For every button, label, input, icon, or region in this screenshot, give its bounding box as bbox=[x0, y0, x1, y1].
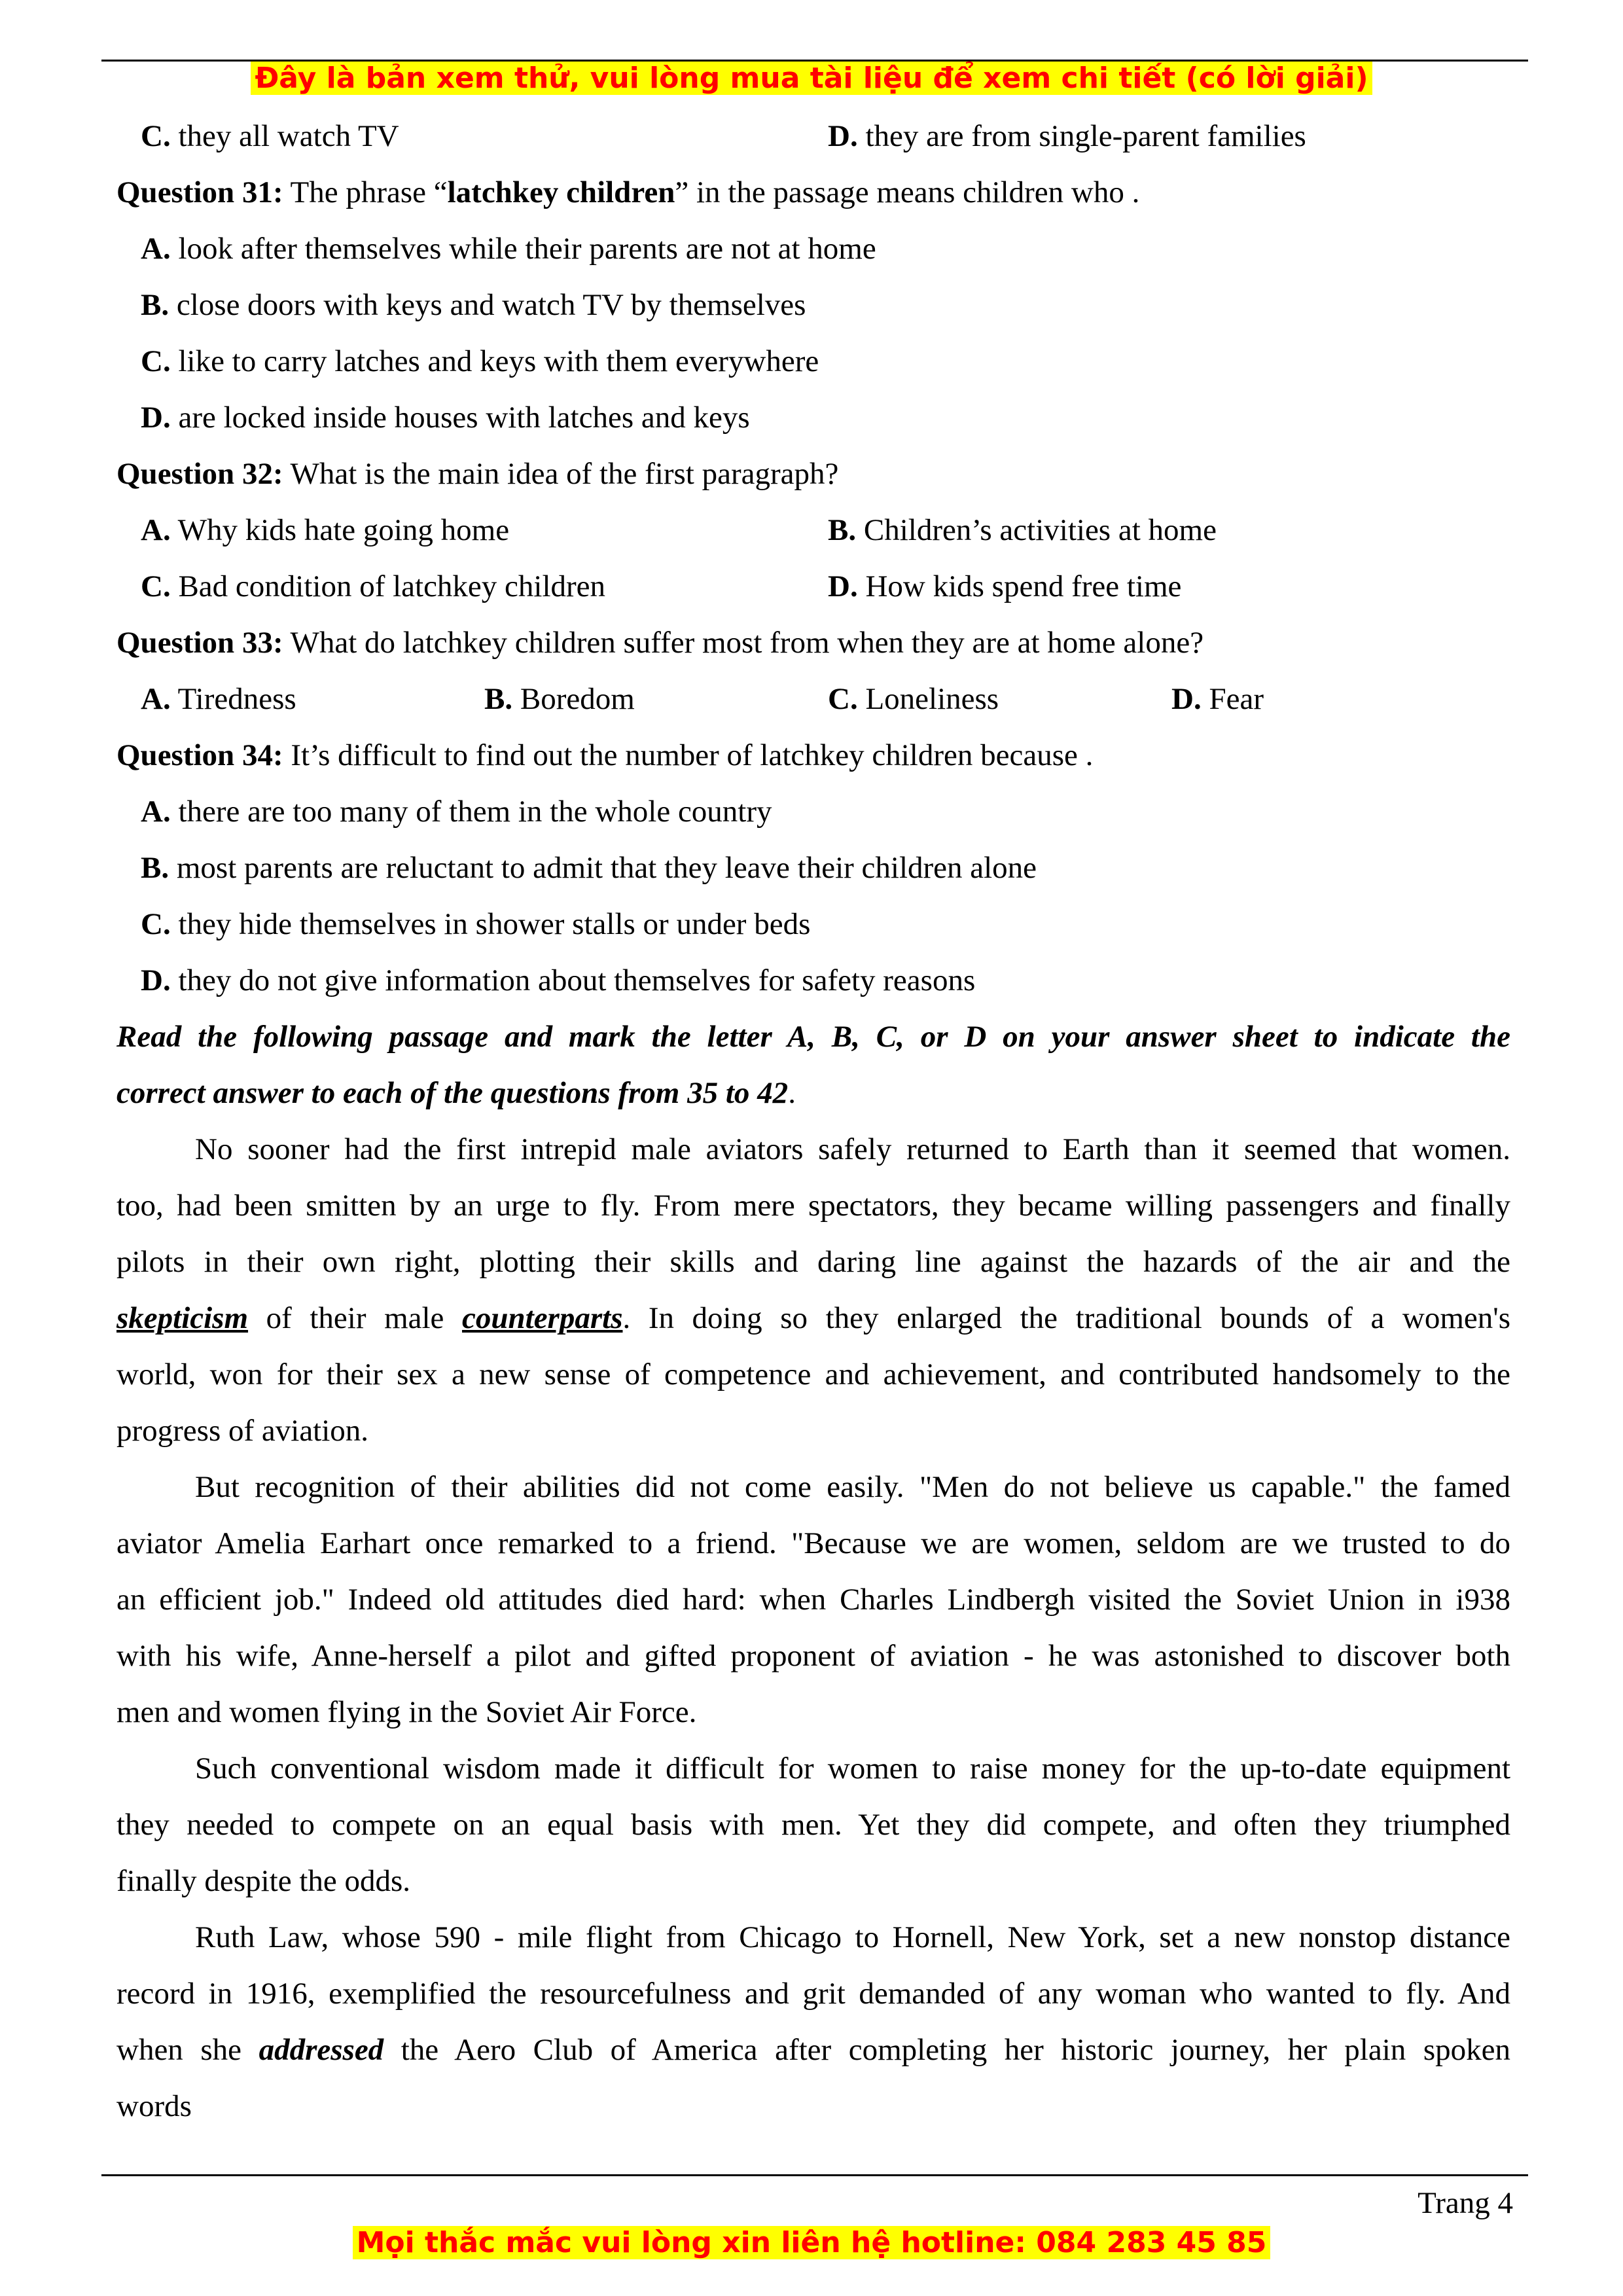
option-letter: B. bbox=[484, 682, 513, 716]
option-text: they do not give information about themselves for safety reasons bbox=[170, 963, 976, 997]
passage-p1-line-6: progress of aviation. bbox=[116, 1414, 369, 1448]
vocab-skepticism: skepticism bbox=[116, 1301, 249, 1335]
q32-stem bbox=[116, 454, 838, 493]
bottom-rule bbox=[101, 2174, 1528, 2176]
passage-p2-line-1: But recognition of their abilities did not come easily. "Men do not believe us capable." the famed bbox=[195, 1470, 1510, 1504]
option-letter: A. bbox=[141, 232, 171, 266]
passage-p1-line-2: too, had been smitten by an urge to fly. From mere spectators, they became willing passengers and finally bbox=[116, 1189, 1510, 1223]
q33-option-b bbox=[484, 679, 635, 719]
option-letter: B. bbox=[141, 288, 169, 322]
option-text: they hide themselves in shower stalls or under beds bbox=[170, 907, 811, 941]
q34-option-a bbox=[141, 792, 772, 831]
option-text: like to carry latches and keys with them everywhere bbox=[170, 344, 819, 378]
q33-stem bbox=[116, 623, 1204, 662]
option-text: How kids spend free time bbox=[857, 569, 1182, 603]
header-banner bbox=[0, 59, 1623, 98]
stem-text: It’s difficult to find out the number of latchkey children because . bbox=[283, 738, 1094, 772]
q31-option-a bbox=[141, 229, 876, 268]
question-label: Question 33: bbox=[116, 626, 283, 660]
q33-option-c bbox=[828, 679, 999, 719]
stem-text: What do latchkey children suffer most from when they are at home alone? bbox=[283, 626, 1204, 660]
question-label: Question 31: bbox=[116, 175, 283, 209]
q34-option-d bbox=[141, 961, 975, 1000]
option-letter: D. bbox=[141, 401, 171, 435]
footer-banner bbox=[0, 2223, 1623, 2263]
option-letter: D. bbox=[1171, 682, 1202, 716]
option-letter: B. bbox=[828, 513, 857, 547]
option-text: Bad condition of latchkey children bbox=[170, 569, 606, 603]
q34-option-c bbox=[141, 905, 810, 944]
q31-option-d bbox=[141, 398, 750, 437]
option-text: they are from single-parent families bbox=[857, 119, 1306, 153]
header-banner-text: Đây là bản xem thử, vui lòng mua tài liệu để xem chi tiết (có lời giải) bbox=[251, 62, 1372, 95]
question-label: Question 34: bbox=[116, 738, 283, 772]
option-letter: A. bbox=[141, 682, 171, 716]
passage-p4-line-2: record in 1916, exemplified the resourcefulness and grit demanded of any woman who wanted to fly. And bbox=[116, 1977, 1510, 2011]
option-letter: D. bbox=[828, 119, 858, 153]
page-number: Trang 4 bbox=[1418, 2186, 1513, 2220]
q34-stem bbox=[116, 736, 1093, 775]
option-letter: A. bbox=[141, 795, 171, 829]
vocab-addressed: addressed bbox=[259, 2033, 384, 2067]
option-text: Children’s activities at home bbox=[856, 513, 1217, 547]
stem-text: ” in the passage means children who . bbox=[675, 175, 1140, 209]
q33-option-d bbox=[1171, 679, 1264, 719]
q32-option-d bbox=[828, 567, 1181, 606]
option-text: are locked inside houses with latches and keys bbox=[170, 401, 750, 435]
option-letter: C. bbox=[141, 569, 171, 603]
option-text: most parents are reluctant to admit that they leave their children alone bbox=[169, 851, 1037, 885]
option-letter: B. bbox=[141, 851, 169, 885]
q32-option-c bbox=[141, 567, 605, 606]
q33-option-a bbox=[141, 679, 296, 719]
q32-option-a bbox=[141, 511, 509, 550]
passage-p2-line-2: aviator Amelia Earhart once remarked to a friend. "Because we are women, seldom are we trusted to do bbox=[116, 1526, 1510, 1560]
option-text: Loneliness bbox=[857, 682, 999, 716]
option-text: close doors with keys and watch TV by themselves bbox=[169, 288, 806, 322]
option-letter: D. bbox=[141, 963, 171, 997]
passage-text: of their male bbox=[248, 1301, 462, 1335]
option-letter: C. bbox=[828, 682, 858, 716]
option-text: Boredom bbox=[512, 682, 635, 716]
footer-banner-text: Mọi thắc mắc vui lòng xin liên hệ hotline: 084 283 45 85 bbox=[353, 2226, 1271, 2259]
passage-p2-line-4: with his wife, Anne-herself a pilot and gifted proponent of aviation - he was astonished to discover both bbox=[116, 1639, 1510, 1673]
option-letter: C. bbox=[141, 119, 171, 153]
passage-p3-line-2: they needed to compete on an equal basis with men. Yet they did compete, and often they triumphed bbox=[116, 1808, 1510, 1842]
passage-p1-line-3: pilots in their own right, plotting their skills and daring line against the hazards of the air and the bbox=[116, 1245, 1510, 1279]
q32-option-b bbox=[828, 511, 1217, 550]
option-text: Fear bbox=[1201, 682, 1264, 716]
q31-option-b bbox=[141, 285, 806, 325]
passage-p1-line-5: world, won for their sex a new sense of competence and achievement, and contributed handsomely to the bbox=[116, 1357, 1510, 1391]
option-letter: C. bbox=[141, 907, 171, 941]
passage-p2-line-5: men and women flying in the Soviet Air Force. bbox=[116, 1695, 697, 1729]
passage-p1-line-4 bbox=[116, 1299, 1510, 1338]
option-text: Tiredness bbox=[170, 682, 296, 716]
passage-p4-line-1: Ruth Law, whose 590 - mile flight from Chicago to Hornell, New York, set a new nonstop distance bbox=[195, 1920, 1510, 1954]
passage-text: when she bbox=[116, 2033, 259, 2067]
vocab-counterparts: counterparts bbox=[462, 1301, 623, 1335]
q31-stem bbox=[116, 173, 1139, 212]
passage-p2-line-3: an efficient job." Indeed old attitudes died hard: when Charles Lindbergh visited the Soviet Union in i938 bbox=[116, 1583, 1510, 1617]
option-text: they all watch TV bbox=[170, 119, 399, 153]
instruction-line-2 bbox=[116, 1073, 796, 1113]
q34-option-b bbox=[141, 848, 1037, 888]
option-text: look after themselves while their parents are not at home bbox=[170, 232, 876, 266]
stem-text: What is the main idea of the first paragraph? bbox=[283, 457, 839, 491]
passage-p4-line-4: words bbox=[116, 2089, 192, 2123]
passage-p4-line-3 bbox=[116, 2030, 1510, 2070]
q30-option-c bbox=[141, 117, 399, 156]
option-letter: A. bbox=[141, 513, 171, 547]
option-letter: D. bbox=[828, 569, 858, 603]
instruction-period: . bbox=[788, 1076, 796, 1110]
passage-p1-line-1: No sooner had the first intrepid male aviators safely returned to Earth than it seemed that women. bbox=[195, 1132, 1510, 1166]
option-text: there are too many of them in the whole country bbox=[170, 795, 772, 829]
passage-p3-line-1: Such conventional wisdom made it difficult for women to raise money for the up-to-date equipment bbox=[195, 1751, 1510, 1785]
passage-text: . In doing so they enlarged the traditional bounds of a women's bbox=[622, 1301, 1510, 1335]
option-text: Why kids hate going home bbox=[170, 513, 510, 547]
passage-p3-line-3: finally despite the odds. bbox=[116, 1864, 411, 1898]
instruction-line-1: Read the following passage and mark the letter A, B, C, or D on your answer sheet to indicate the bbox=[116, 1020, 1510, 1054]
q30-option-d bbox=[828, 117, 1306, 156]
instruction-text: correct answer to each of the questions from 35 to 42 bbox=[116, 1076, 789, 1110]
option-letter: C. bbox=[141, 344, 171, 378]
question-label: Question 32: bbox=[116, 457, 283, 491]
stem-keyword: latchkey children bbox=[447, 175, 675, 209]
q31-option-c bbox=[141, 342, 819, 381]
stem-text: The phrase “ bbox=[283, 175, 448, 209]
passage-text: the Aero Club of America after completing her historic journey, her plain spoken bbox=[383, 2033, 1510, 2067]
